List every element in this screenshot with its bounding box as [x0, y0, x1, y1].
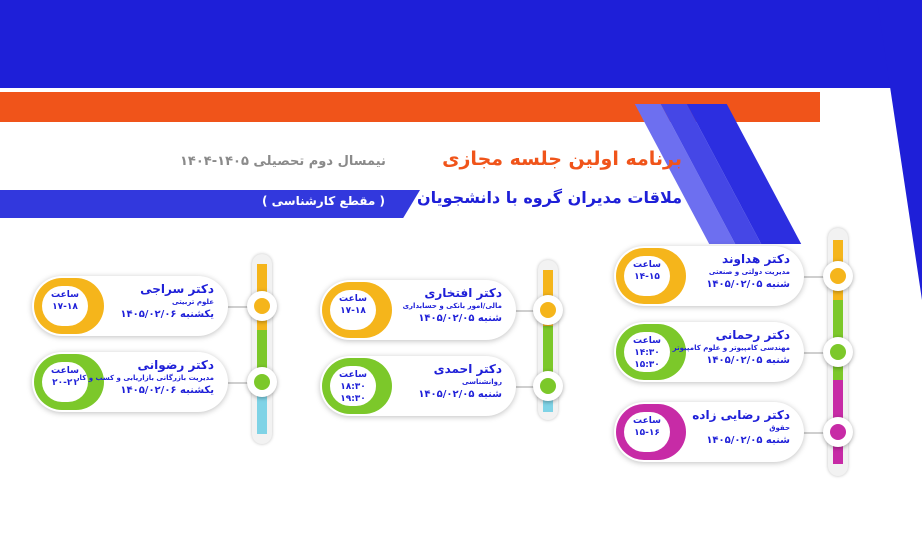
- doctor-name: دکتر رضوانی: [137, 358, 214, 372]
- department: مهندسی کامپیوتر و علوم کامپیوتر: [672, 344, 790, 352]
- doctor-name: دکتر رضایی زاده: [692, 408, 790, 422]
- page-title: برنامه اولین جلسه مجازی: [442, 148, 682, 170]
- time-value: ۱۴:۳۰ ۱۵:۳۰: [634, 348, 660, 370]
- department: روانشناسی: [462, 378, 502, 386]
- timeline-knob: [823, 337, 853, 367]
- timeline-knob: [533, 295, 563, 325]
- meeting-date: یکشنبه ۱۴۰۵/۰۲/۰۶: [120, 309, 214, 320]
- time-label: ساعت: [339, 370, 367, 380]
- doctor-name: دکتر هداوند: [722, 252, 790, 266]
- doctor-name: دکتر سراجی: [140, 282, 214, 296]
- department: مالی/امور بانکی و حسابداری: [402, 302, 502, 310]
- meeting-date: شنبه ۱۴۰۵/۰۲/۰۵: [418, 313, 502, 324]
- time-label: ساعت: [51, 366, 79, 376]
- time-label: ساعت: [633, 260, 661, 270]
- time-label: ساعت: [633, 336, 661, 346]
- timeline-knob: [823, 261, 853, 291]
- meeting-card: [614, 402, 804, 462]
- meeting-date: شنبه ۱۴۰۵/۰۲/۰۵: [706, 435, 790, 446]
- meeting-card: [614, 322, 804, 382]
- timeline-rail: [252, 254, 272, 444]
- page-subtitle: ملاقات مدیران گروه با دانشجویان: [416, 188, 682, 207]
- level-label: ( مقطع کارشناسی ): [262, 194, 385, 208]
- time-label: ساعت: [633, 416, 661, 426]
- meeting-card: [320, 280, 516, 340]
- time-value: ۱۴-۱۵: [634, 272, 660, 282]
- meeting-date: شنبه ۱۴۰۵/۰۲/۰۵: [418, 389, 502, 400]
- time-label: ساعت: [339, 294, 367, 304]
- time-value: ۱۷-۱۸: [52, 302, 78, 312]
- doctor-name: دکتر احمدی: [433, 362, 502, 376]
- time-value: ۱۸:۳۰ ۱۹:۳۰: [340, 382, 366, 404]
- timeline-knob: [247, 291, 277, 321]
- header-blue-band: [0, 0, 922, 88]
- meeting-date: شنبه ۱۴۰۵/۰۲/۰۵: [706, 279, 790, 290]
- doctor-name: دکتر افتخاری: [424, 286, 502, 300]
- meeting-card: [320, 356, 516, 416]
- semester-label: نیمسال دوم تحصیلی ۱۴۰۵-۱۴۰۴: [180, 154, 386, 169]
- timeline-knob: [823, 417, 853, 447]
- meeting-card: [614, 246, 804, 306]
- department: علوم تربیتی: [171, 298, 214, 306]
- time-value: ۱۵-۱۶: [634, 428, 660, 438]
- time-value: ۲۰-۲۱: [52, 378, 78, 388]
- time-value: ۱۷-۱۸: [340, 306, 366, 316]
- time-label: ساعت: [51, 290, 79, 300]
- doctor-name: دکتر رحمانی: [715, 328, 790, 342]
- meeting-card: [32, 352, 228, 412]
- department: مدیریت دولتی و صنعتی: [708, 268, 790, 276]
- department: مدیریت بازرگانی بازاریابی و کسب و کار: [75, 374, 214, 382]
- meeting-date: یکشنبه ۱۴۰۵/۰۲/۰۶: [120, 385, 214, 396]
- meeting-date: شنبه ۱۴۰۵/۰۲/۰۵: [706, 355, 790, 366]
- timeline-knob: [533, 371, 563, 401]
- department: حقوق: [769, 424, 790, 432]
- timeline-knob: [247, 367, 277, 397]
- meeting-card: [32, 276, 228, 336]
